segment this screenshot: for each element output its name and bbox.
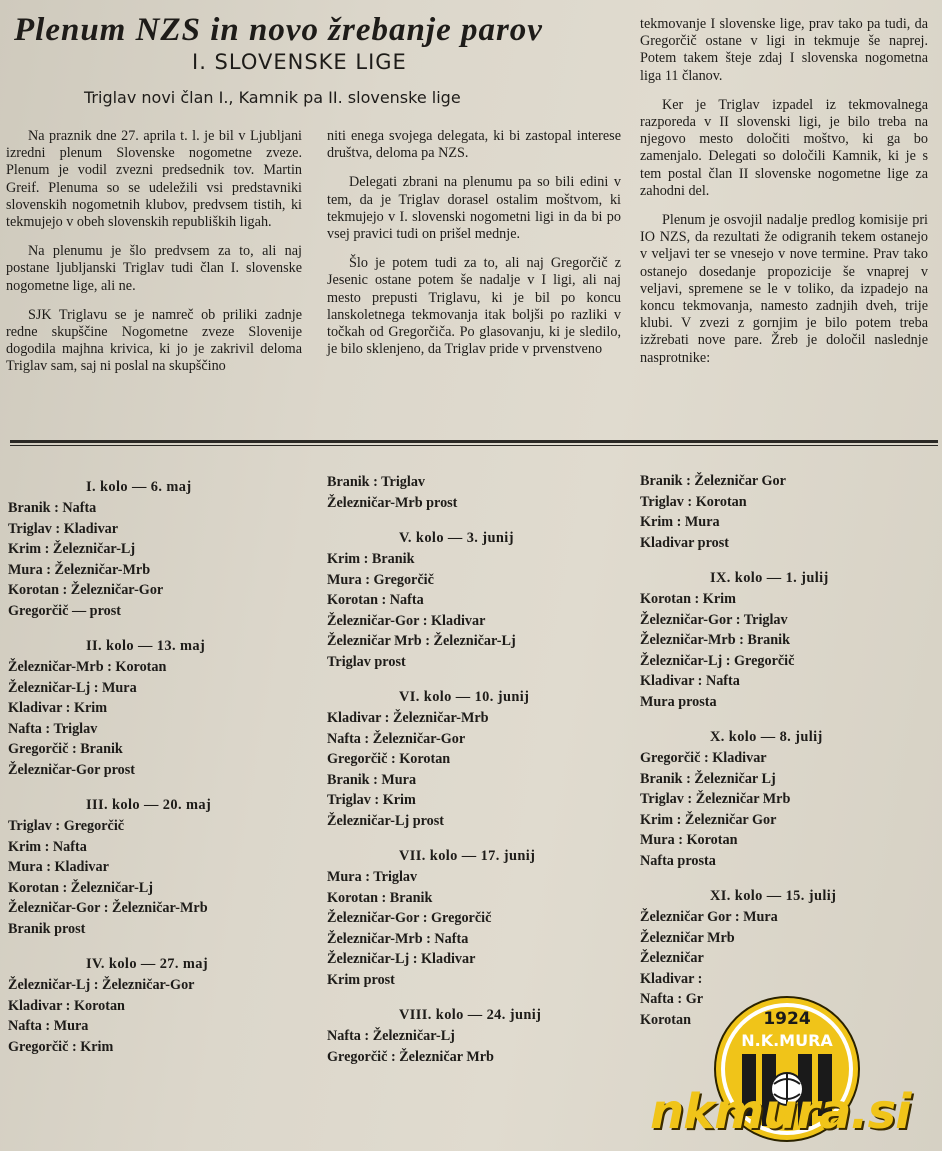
match: Branik : Triglav bbox=[327, 474, 426, 490]
match: Korotan : Nafta bbox=[327, 592, 424, 608]
round-title: VII. kolo — 17. junij bbox=[399, 848, 536, 864]
match: Branik prost bbox=[8, 920, 86, 937]
match: Korotan : Krim bbox=[640, 591, 736, 607]
match: Železničar-Gor prost bbox=[8, 761, 136, 778]
paragraph: SJK Triglavu se je namreč ob priliki zadnje redne skupščine Nogometne zveze Slovenije dogodila majhna krivica, ki jo je zakrivil deloma Triglav sam, saj ni poslal na skupščino bbox=[6, 306, 302, 375]
match: Železničar-Mrb prost bbox=[327, 494, 458, 511]
match: Kladivar : bbox=[640, 970, 703, 987]
article-column-3 bbox=[640, 16, 928, 379]
match: Železničar Mrb : Železničar-Lj bbox=[327, 633, 516, 649]
match: Triglav prost bbox=[327, 653, 406, 670]
subheadline: Triglav novi član I., Kamnik pa II. slovenske lige bbox=[84, 88, 461, 107]
round-title: I. kolo — 6. maj bbox=[86, 479, 192, 495]
match: Kladivar : Krim bbox=[8, 700, 108, 716]
match: Mura : Triglav bbox=[327, 869, 418, 885]
match: Železničar-Lj prost bbox=[327, 812, 445, 829]
match: Železničar-Gor : Kladivar bbox=[327, 612, 486, 629]
match: Nafta prosta bbox=[640, 852, 716, 869]
match: Korotan : Železničar-Gor bbox=[8, 582, 164, 598]
round-title: IV. kolo — 27. maj bbox=[86, 956, 209, 972]
match: Železničar Mrb bbox=[640, 929, 735, 946]
match: Krim : Železničar Gor bbox=[640, 811, 777, 828]
match: Nafta : Gr bbox=[640, 991, 704, 1007]
match: Železničar-Lj : Kladivar bbox=[327, 951, 476, 967]
logo-club-name: N.K.MURA bbox=[741, 1031, 833, 1050]
match: Triglav : Krim bbox=[327, 792, 416, 808]
match: Kladivar prost bbox=[640, 534, 729, 551]
match: Triglav : Korotan bbox=[640, 493, 747, 510]
logo-year: 1924 bbox=[763, 1009, 811, 1029]
paragraph: tekmovanje I slovenske lige, prav tako pa tudi, da Gregorčič ostane v ligi in tekmuje še naprej. Potem takem šteje zdaj I slovenska nogometna liga 11 članov. bbox=[640, 16, 928, 84]
match: Branik : Železničar Lj bbox=[640, 770, 776, 787]
match: Triglav : Kladivar bbox=[8, 520, 119, 537]
match: Mura : Kladivar bbox=[8, 859, 109, 875]
match: Korotan : Branik bbox=[327, 889, 433, 906]
match: Krim : Branik bbox=[327, 551, 415, 567]
match: Nafta : Železničar-Gor bbox=[327, 730, 466, 747]
website-watermark: nkmura.si bbox=[650, 1084, 911, 1140]
match: Nafta : Mura bbox=[8, 1018, 89, 1034]
fixtures-column-1 bbox=[8, 476, 308, 1057]
match: Železničar-Lj : Železničar-Gor bbox=[8, 977, 195, 993]
match: Gregorčič : Branik bbox=[8, 741, 123, 757]
section-divider bbox=[10, 440, 938, 446]
match: Železničar-Gor : Železničar-Mrb bbox=[8, 900, 208, 916]
round-title: III. kolo — 20. maj bbox=[86, 797, 212, 813]
match: Gregorčič : Korotan bbox=[327, 751, 451, 767]
paragraph: Ker je Triglav izpadel iz tekmovalnega razporeda v II slovenski ligi, je bilo treba na njegovo mesto določiti moštvo, ki ga bo zamenjalo. Delegati so določili Kamnik, ki je s tem postal član II slovenske nogometne lige za zahodni del. bbox=[640, 96, 928, 199]
match: Branik : Železničar Gor bbox=[640, 473, 786, 489]
match: Nafta : Triglav bbox=[8, 720, 98, 737]
match: Branik : Mura bbox=[327, 771, 417, 788]
paragraph: Šlo je potem tudi za to, ali naj Gregorčič z Jesenic ostane potem še nadalje v I ligi, ali naj mesto prepusti Triglavu, ki je bil po koncu lanskoletnega tekmovanja itak boljši po razliki v točkah od Gregorčiča. Po glasovanju, ki je sledilo, je bilo sklenjeno, da Triglav pride v prvenstveno bbox=[327, 255, 621, 358]
headline-subline: I. SLOVENSKE LIGE bbox=[192, 50, 407, 74]
match: Korotan bbox=[640, 1011, 691, 1028]
round-title: II. kolo — 13. maj bbox=[86, 638, 206, 654]
fixtures-column-2 bbox=[327, 472, 627, 1067]
match: Mura prosta bbox=[640, 693, 717, 710]
round-title: VI. kolo — 10. junij bbox=[399, 689, 530, 705]
match: Mura : Železničar-Mrb bbox=[8, 561, 151, 578]
match: Železničar Gor : Mura bbox=[640, 909, 778, 925]
paragraph: Plenum je osvojil nadalje predlog komisije pri IO NZS, da rezultati že odigranih tekem ostanejo v veljavi ter se vnesejo v nove termine. Prav tako ostanejo dosedanje propozicije še vnaprej v veljavi, spremene se le v toliko, da izpadejo na koncu tekmovanja, namesto zadnjih dveh, trije klubi. V zvezi z gornjim je bilo potem treba izžrebati nove pare. Žreb je določil naslednje nasprotnike: bbox=[640, 212, 928, 366]
match: Gregorčič : Krim bbox=[8, 1038, 114, 1055]
match: Mura : Korotan bbox=[640, 832, 738, 848]
match: Kladivar : Nafta bbox=[640, 673, 740, 689]
match: Kladivar : Korotan bbox=[8, 997, 125, 1014]
match: Železničar-Lj : Mura bbox=[8, 679, 137, 696]
paragraph: Na praznik dne 27. aprila t. l. je bil v Ljubljani izredni plenum Slovenske nogometne zveze. Plenum je vodil zvezni predsednik tov. Martin Greif. Plenuma so se udeležili vsi predstavniki slovenskih nogometnih klubov, predvsem tistih, ki tekmujejo v obeh slovenskih republiških ligah. bbox=[6, 128, 302, 231]
match: Korotan : Železničar-Lj bbox=[8, 879, 153, 896]
match: Triglav : Železničar Mrb bbox=[640, 791, 791, 807]
match: Kladivar : Železničar-Mrb bbox=[327, 710, 489, 726]
round-title: IX. kolo — 1. julij bbox=[710, 570, 829, 586]
match: Gregorčič — prost bbox=[8, 602, 121, 619]
match: Krim : Nafta bbox=[8, 838, 87, 855]
match: Železničar-Lj : Gregorčič bbox=[640, 652, 795, 669]
match: Gregorčič : Železničar Mrb bbox=[327, 1048, 494, 1065]
match: Železničar-Mrb : Korotan bbox=[8, 659, 167, 675]
fixtures-column-3 bbox=[640, 471, 930, 1030]
match: Krim : Železničar-Lj bbox=[8, 541, 136, 557]
paragraph: Na plenumu je šlo predvsem za to, ali naj postane ljubljanski Triglav tudi član I. slovenske nogometne lige, ali ne. bbox=[6, 243, 302, 294]
match: Gregorčič : Kladivar bbox=[640, 750, 767, 766]
match: Nafta : Železničar-Lj bbox=[327, 1028, 455, 1044]
match: Železničar-Gor : Triglav bbox=[640, 611, 788, 628]
paragraph: Delegati zbrani na plenumu pa so bili edini v tem, da je Triglav dorasel ostalim moštvom, ki tekmujejo v I. slovenski nogometni ligi in da bi po vsej pravici tudi on prišel mednje. bbox=[327, 174, 621, 243]
article-column-1 bbox=[6, 128, 302, 388]
round-title: XI. kolo — 15. julij bbox=[710, 888, 837, 904]
match: Železničar-Gor : Gregorčič bbox=[327, 910, 492, 926]
round-title: X. kolo — 8. julij bbox=[710, 729, 823, 745]
match: Železničar-Mrb : Nafta bbox=[327, 930, 469, 947]
match: Železničar-Mrb : Branik bbox=[640, 632, 790, 648]
round-title: VIII. kolo — 24. junij bbox=[399, 1007, 542, 1023]
round-title: V. kolo — 3. junij bbox=[399, 530, 514, 546]
match: Krim : Mura bbox=[640, 514, 720, 530]
headline: Plenum NZS in novo žrebanje parov bbox=[14, 12, 543, 48]
paragraph: niti enega svojega delegata, ki bi zastopal interese društva, deloma pa NZS. bbox=[327, 128, 621, 162]
article-column-2 bbox=[327, 128, 621, 370]
match: Triglav : Gregorčič bbox=[8, 818, 125, 834]
match: Železničar bbox=[640, 950, 704, 966]
match: Krim prost bbox=[327, 971, 395, 988]
match: Branik : Nafta bbox=[8, 500, 97, 516]
match: Mura : Gregorčič bbox=[327, 571, 434, 588]
